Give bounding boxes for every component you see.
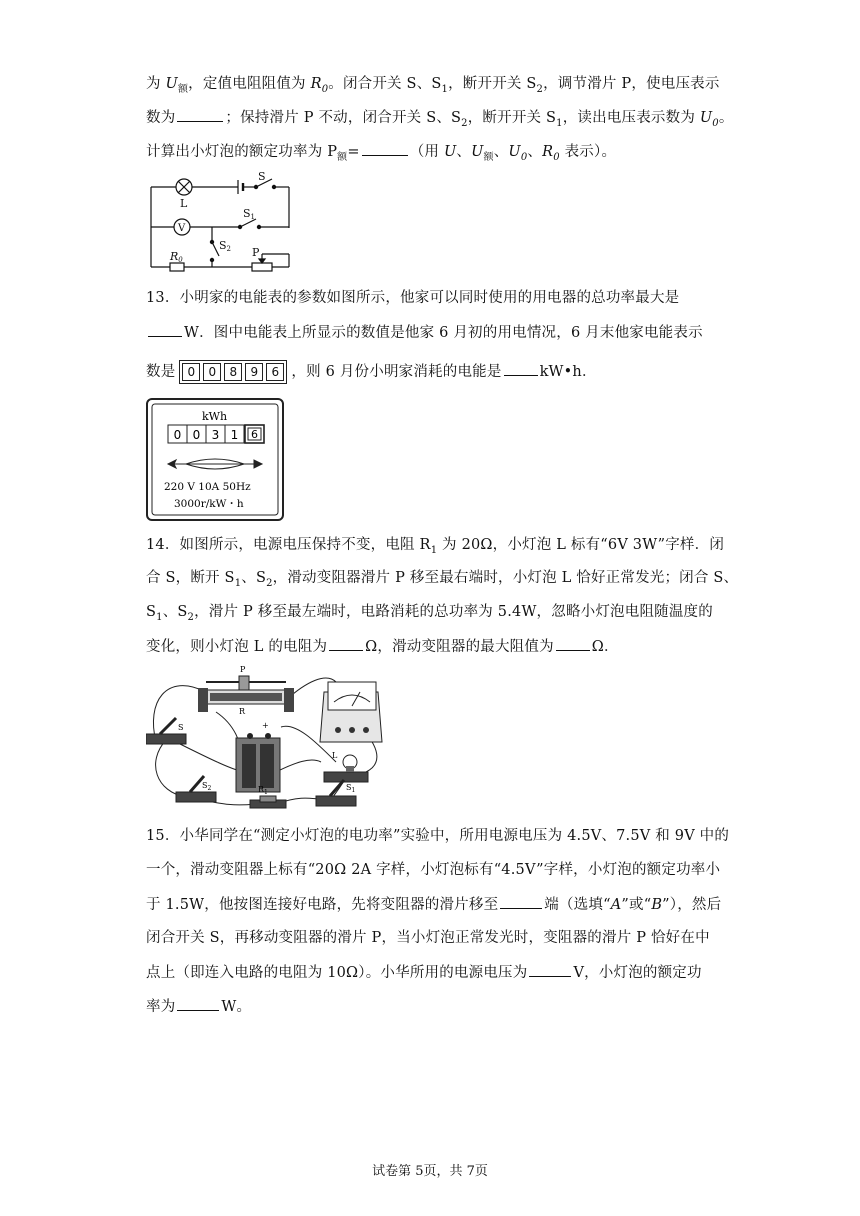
meter-spec-1: 220 V 10A 50Hz xyxy=(164,481,251,493)
answer-blank[interactable] xyxy=(362,141,408,156)
label-p: P xyxy=(252,246,260,259)
meter-digit: 0 xyxy=(173,428,182,442)
meter-digit: 3 xyxy=(211,428,220,442)
label-s: S xyxy=(178,723,184,732)
page-footer: 试卷第 5页，共 7页 xyxy=(372,1164,488,1179)
answer-blank[interactable] xyxy=(500,894,542,909)
q12-line-2: 数为 ；保持滑片 P 不动，闭合开关 S、$S_2$，断开开关 $S_1$，读出电压表示数为 $U_0$。 xyxy=(146,107,734,134)
label-s: S xyxy=(258,170,266,183)
label-s1: S1 xyxy=(243,207,256,221)
label-r1: $R_1$ xyxy=(258,785,268,796)
electric-meter-figure xyxy=(146,398,286,522)
label-r0: R0 xyxy=(170,250,183,264)
rheostat-icon xyxy=(198,676,294,712)
apparatus-figure xyxy=(146,662,398,812)
label-l: L xyxy=(180,197,188,210)
ammeter-icon xyxy=(320,682,382,742)
label-plus: + xyxy=(262,721,269,730)
q13-line-1: 13．小明家的电能表的参数如图所示，他家可以同时使用的用电器的总功率最大是 xyxy=(146,290,680,306)
q12-circuit-diagram xyxy=(146,170,296,274)
meter-digit: 0 xyxy=(192,428,201,442)
battery-icon xyxy=(236,733,280,792)
q13-line-3: 数是 0 0 8 9 6 ，则 6 月份小明家消耗的电能是 kW•h． xyxy=(146,360,597,384)
answer-blank[interactable] xyxy=(329,636,363,651)
meter-spec-2: 3000r/kW・h xyxy=(174,498,244,510)
q12-line-3: 计算出小灯泡的额定功率为 $P_额=$ （用 U、$U_额$、$U_0$、$R_0$ 表示）。 xyxy=(146,141,616,168)
label-l: L xyxy=(332,751,338,760)
meter-unit: kWh xyxy=(202,410,228,423)
q14-line-4: 变化，则小灯泡 L 的电阻为 Ω，滑动变阻器的最大阻值为 Ω． xyxy=(146,636,619,657)
q13-line-2: W．图中电能表上所显示的数值是他家 6 月初的用电情况，6 月末他家电能表示 xyxy=(146,322,703,343)
label-s1: $S_1$ xyxy=(346,783,356,794)
resistor-r1-icon xyxy=(250,796,286,808)
lamp-board-icon xyxy=(324,755,368,782)
answer-blank[interactable] xyxy=(504,361,538,376)
answer-blank[interactable] xyxy=(529,962,571,977)
q14-line-1: 14．如图所示，电源电压保持不变，电阻 $R_1$ 为 20Ω，小灯泡 L 标有“6V 3W”字样．闭 xyxy=(146,537,725,556)
q15-line-6: 率为 W。 xyxy=(146,996,251,1017)
q14-line-2: 合 S，断开 $S_1$、$S_2$，滑动变阻器滑片 P 移至最右端时，小灯泡 L 恰好正常发光；闭合 S、 xyxy=(146,570,739,589)
label-v: V xyxy=(178,223,186,234)
label-p: P xyxy=(240,665,246,674)
q15-line-2: 一个，滑动变阻器上标有“20Ω 2A 字样，小灯泡标有“4.5V”字样，小灯泡的额定功率小 xyxy=(146,862,721,878)
answer-blank[interactable] xyxy=(556,636,590,651)
q15-line-1: 15．小华同学在“测定小灯泡的电功率”实验中，所用电源电压为 4.5V、7.5V 和 9V 中的 xyxy=(146,828,730,844)
meter-digit: 1 xyxy=(230,428,239,442)
answer-blank[interactable] xyxy=(177,996,219,1011)
label-r: R xyxy=(239,707,246,716)
q14-line-3: $S_1$、$S_2$，滑片 P 移至最左端时，电路消耗的总功率为 5.4W，忽略小灯泡电阻随温度的 xyxy=(146,604,713,623)
answer-blank[interactable] xyxy=(177,107,223,122)
q15-line-3: 于 1.5W，他按图连接好电路，先将变阻器的滑片移至 端（选填“A”或“B”），然后 xyxy=(146,894,721,915)
q15-line-5: 点上（即连入电路的电阻为 10Ω）。小华所用的电源电压为 V，小灯泡的额定功 xyxy=(146,962,702,983)
label-s2: S2 xyxy=(219,239,232,253)
q12-line-1: 为 $U_额$，定值电阻阻值为 $R_0$。闭合开关 S、$S_1$，断开开关 $S_2$，调节滑片 P，使电压表示 xyxy=(146,76,720,95)
meter-digit: 6 xyxy=(251,428,258,441)
label-s2: $S_2$ xyxy=(202,781,212,792)
q15-line-4: 闭合开关 S，再移动变阻器的滑片 P，当小灯泡正常发光时，变阻器的滑片 P 恰好在中 xyxy=(146,930,710,946)
answer-blank[interactable] xyxy=(148,322,182,337)
inline-meter-reading: 0 0 8 9 6 xyxy=(179,360,287,384)
